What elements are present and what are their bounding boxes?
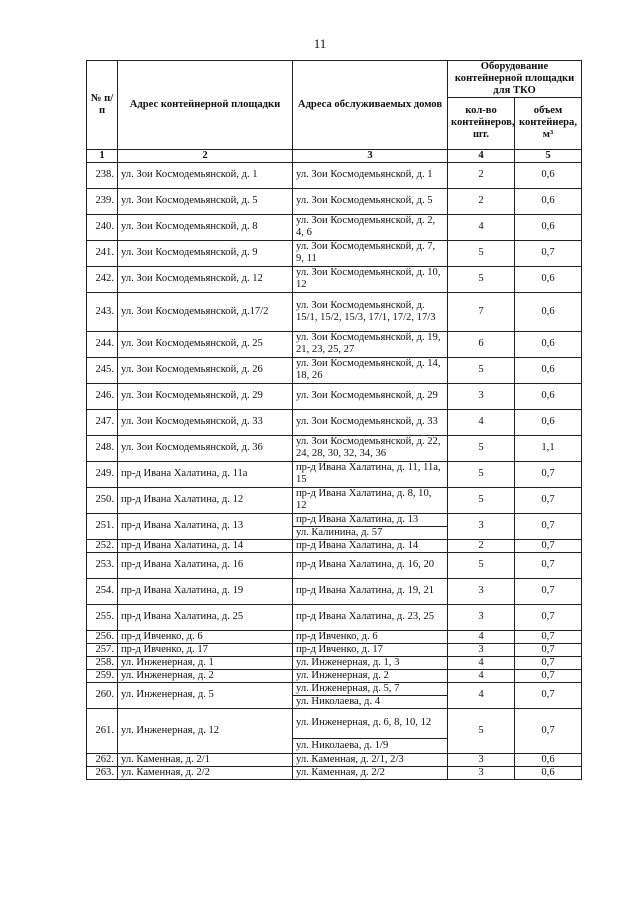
served-houses: пр-д Ивана Халатина, д. 8, 10, 12 <box>293 487 448 513</box>
container-address: пр-д Ивана Халатина, д. 25 <box>118 604 293 630</box>
container-address: пр-д Ивченко, д. 17 <box>118 643 293 656</box>
container-volume: 1,1 <box>515 435 582 461</box>
row-number: 261. <box>87 708 118 753</box>
container-count: 6 <box>448 331 515 357</box>
served-houses: ул. Зои Космодемьянской, д. 15/1, 15/2, 15/3, 17/1, 17/2, 17/3 <box>293 292 448 331</box>
row-number: 255. <box>87 604 118 630</box>
container-address: пр-д Ивана Халатина, д. 14 <box>118 539 293 552</box>
row-number: 250. <box>87 487 118 513</box>
table-row <box>87 669 582 682</box>
container-volume: 0,7 <box>515 630 582 643</box>
container-address: ул. Зои Космодемьянской, д. 8 <box>118 214 293 240</box>
container-count: 5 <box>448 461 515 487</box>
row-number: 259. <box>87 669 118 682</box>
container-address: ул. Инженерная, д. 2 <box>118 669 293 682</box>
table-row <box>87 240 582 266</box>
container-volume: 0,6 <box>515 331 582 357</box>
row-number: 243. <box>87 292 118 331</box>
column-numbers-row <box>87 149 582 162</box>
container-count: 3 <box>448 578 515 604</box>
container-count: 4 <box>448 630 515 643</box>
table-row <box>87 604 582 630</box>
container-address: ул. Зои Космодемьянской, д. 33 <box>118 409 293 435</box>
table-row <box>87 552 582 578</box>
row-number: 248. <box>87 435 118 461</box>
container-count: 3 <box>448 604 515 630</box>
served-houses: ул. Зои Космодемьянской, д. 14, 18, 26 <box>293 357 448 383</box>
served-houses: пр-д Ивана Халатина, д. 16, 20 <box>293 552 448 578</box>
served-houses: ул. Каменная, д. 2/2 <box>293 766 448 779</box>
container-volume: 0,7 <box>515 708 582 753</box>
container-volume: 0,7 <box>515 578 582 604</box>
table-row <box>87 162 582 188</box>
container-sites-table <box>86 60 582 780</box>
container-address: ул. Зои Космодемьянской, д. 9 <box>118 240 293 266</box>
table-row <box>87 643 582 656</box>
row-number: 246. <box>87 383 118 409</box>
container-count: 2 <box>448 188 515 214</box>
served-houses: пр-д Ивана Халатина, д. 13 <box>293 513 448 526</box>
container-volume: 0,7 <box>515 487 582 513</box>
container-volume: 0,7 <box>515 604 582 630</box>
container-count: 5 <box>448 266 515 292</box>
row-number: 251. <box>87 513 118 539</box>
container-count: 3 <box>448 753 515 766</box>
row-number: 256. <box>87 630 118 643</box>
table-row <box>87 357 582 383</box>
container-address: пр-д Ивана Халатина, д. 11а <box>118 461 293 487</box>
container-count: 4 <box>448 214 515 240</box>
container-volume: 0,7 <box>515 539 582 552</box>
served-houses: ул. Зои Космодемьянской, д. 19, 21, 23, 25, 27 <box>293 331 448 357</box>
table-row <box>87 266 582 292</box>
header-container-address: Адрес контейнерной площадки <box>118 61 293 150</box>
row-number: 260. <box>87 682 118 708</box>
served-houses: ул. Каменная, д. 2/1, 2/3 <box>293 753 448 766</box>
container-volume: 0,6 <box>515 292 582 331</box>
container-count: 4 <box>448 682 515 708</box>
row-number: 238. <box>87 162 118 188</box>
container-count: 7 <box>448 292 515 331</box>
row-number: 249. <box>87 461 118 487</box>
table-row <box>87 578 582 604</box>
served-houses: пр-д Ивченко, д. 17 <box>293 643 448 656</box>
served-houses: пр-д Ивченко, д. 6 <box>293 630 448 643</box>
col-number-5: 5 <box>515 149 582 162</box>
served-houses: ул. Николаева, д. 4 <box>293 695 448 708</box>
table-row <box>87 753 582 766</box>
container-address: ул. Зои Космодемьянской, д. 29 <box>118 383 293 409</box>
row-number: 263. <box>87 766 118 779</box>
served-houses: ул. Зои Космодемьянской, д. 5 <box>293 188 448 214</box>
container-address: ул. Инженерная, д. 5 <box>118 682 293 708</box>
header-num: № п/п <box>87 61 118 150</box>
col-number-4: 4 <box>448 149 515 162</box>
container-count: 4 <box>448 409 515 435</box>
table-row <box>87 409 582 435</box>
row-number: 244. <box>87 331 118 357</box>
container-address: ул. Зои Космодемьянской, д. 36 <box>118 435 293 461</box>
container-address: ул. Зои Космодемьянской, д.17/2 <box>118 292 293 331</box>
container-count: 4 <box>448 669 515 682</box>
table-row <box>87 435 582 461</box>
container-volume: 0,7 <box>515 552 582 578</box>
container-address: ул. Инженерная, д. 12 <box>118 708 293 753</box>
container-address: пр-д Ивана Халатина, д. 19 <box>118 578 293 604</box>
served-houses: пр-д Ивана Халатина, д. 23, 25 <box>293 604 448 630</box>
row-number: 245. <box>87 357 118 383</box>
header-served-addresses: Адреса обслуживаемых домов <box>293 61 448 150</box>
header-volume: объем контейнера, м³ <box>515 97 582 149</box>
served-houses: ул. Инженерная, д. 6, 8, 10, 12 <box>293 708 448 738</box>
served-houses: ул. Инженерная, д. 5, 7 <box>293 682 448 695</box>
served-houses: пр-д Ивана Халатина, д. 11, 11а, 15 <box>293 461 448 487</box>
row-number: 242. <box>87 266 118 292</box>
col-number-3: 3 <box>293 149 448 162</box>
container-volume: 0,7 <box>515 513 582 539</box>
table-row <box>87 292 582 331</box>
col-number-1: 1 <box>87 149 118 162</box>
served-houses: пр-д Ивана Халатина, д. 19, 21 <box>293 578 448 604</box>
container-count: 5 <box>448 708 515 753</box>
row-number: 247. <box>87 409 118 435</box>
row-number: 258. <box>87 656 118 669</box>
row-number: 252. <box>87 539 118 552</box>
served-houses: ул. Инженерная, д. 2 <box>293 669 448 682</box>
served-houses: ул. Инженерная, д. 1, 3 <box>293 656 448 669</box>
container-volume: 0,7 <box>515 656 582 669</box>
page-number: 11 <box>313 36 327 51</box>
container-address: пр-д Ивана Халатина, д. 13 <box>118 513 293 539</box>
container-volume: 0,7 <box>515 643 582 656</box>
served-houses: ул. Зои Космодемьянской, д. 2, 4, 6 <box>293 214 448 240</box>
container-count: 3 <box>448 643 515 656</box>
container-address: ул. Каменная, д. 2/1 <box>118 753 293 766</box>
table-row <box>87 766 582 779</box>
container-address: пр-д Ивченко, д. 6 <box>118 630 293 643</box>
served-houses: пр-д Ивана Халатина, д. 14 <box>293 539 448 552</box>
container-count: 5 <box>448 552 515 578</box>
table-row <box>87 513 582 526</box>
table-row <box>87 461 582 487</box>
header-count: кол-во контейнеров, шт. <box>448 97 515 149</box>
table-row <box>87 214 582 240</box>
served-houses: ул. Зои Космодемьянской, д. 29 <box>293 383 448 409</box>
container-count: 4 <box>448 656 515 669</box>
row-number: 254. <box>87 578 118 604</box>
served-houses: ул. Зои Космодемьянской, д. 1 <box>293 162 448 188</box>
table-row <box>87 656 582 669</box>
container-volume: 0,6 <box>515 357 582 383</box>
served-houses: ул. Николаева, д. 1/9 <box>293 738 448 753</box>
container-address: ул. Зои Космодемьянской, д. 1 <box>118 162 293 188</box>
row-number: 240. <box>87 214 118 240</box>
row-number: 257. <box>87 643 118 656</box>
table-row <box>87 630 582 643</box>
container-address: ул. Зои Космодемьянской, д. 5 <box>118 188 293 214</box>
container-volume: 0,6 <box>515 214 582 240</box>
served-houses: ул. Зои Космодемьянской, д. 7, 9, 11 <box>293 240 448 266</box>
table-row <box>87 708 582 738</box>
container-volume: 0,7 <box>515 240 582 266</box>
container-volume: 0,6 <box>515 753 582 766</box>
row-number: 239. <box>87 188 118 214</box>
container-count: 5 <box>448 487 515 513</box>
served-houses: ул. Зои Космодемьянской, д. 33 <box>293 409 448 435</box>
container-count: 3 <box>448 383 515 409</box>
served-houses: ул. Зои Космодемьянской, д. 10, 12 <box>293 266 448 292</box>
container-count: 2 <box>448 162 515 188</box>
table-row <box>87 331 582 357</box>
container-volume: 0,6 <box>515 383 582 409</box>
container-address: пр-д Ивана Халатина, д. 12 <box>118 487 293 513</box>
served-houses: ул. Калинина, д. 57 <box>293 526 448 539</box>
container-count: 5 <box>448 240 515 266</box>
container-address: ул. Инженерная, д. 1 <box>118 656 293 669</box>
container-volume: 0,7 <box>515 669 582 682</box>
container-volume: 0,6 <box>515 162 582 188</box>
table-row <box>87 682 582 695</box>
served-houses: ул. Зои Космодемьянской, д. 22, 24, 28, 30, 32, 34, 36 <box>293 435 448 461</box>
container-volume: 0,6 <box>515 266 582 292</box>
container-count: 3 <box>448 513 515 539</box>
table-row <box>87 188 582 214</box>
container-address: ул. Зои Космодемьянской, д. 26 <box>118 357 293 383</box>
row-number: 253. <box>87 552 118 578</box>
container-address: ул. Зои Космодемьянской, д. 25 <box>118 331 293 357</box>
container-count: 5 <box>448 435 515 461</box>
container-count: 5 <box>448 357 515 383</box>
container-volume: 0,6 <box>515 409 582 435</box>
container-count: 3 <box>448 766 515 779</box>
container-volume: 0,6 <box>515 188 582 214</box>
table-row <box>87 383 582 409</box>
container-address: пр-д Ивана Халатина, д. 16 <box>118 552 293 578</box>
col-number-2: 2 <box>118 149 293 162</box>
row-number: 241. <box>87 240 118 266</box>
header-equipment: Оборудование контейнерной площадки для ТКО <box>448 61 582 98</box>
table-row <box>87 487 582 513</box>
container-address: ул. Зои Космодемьянской, д. 12 <box>118 266 293 292</box>
container-volume: 0,7 <box>515 682 582 708</box>
row-number: 262. <box>87 753 118 766</box>
container-address: ул. Каменная, д. 2/2 <box>118 766 293 779</box>
container-count: 2 <box>448 539 515 552</box>
container-volume: 0,6 <box>515 766 582 779</box>
table-row <box>87 539 582 552</box>
container-volume: 0,7 <box>515 461 582 487</box>
